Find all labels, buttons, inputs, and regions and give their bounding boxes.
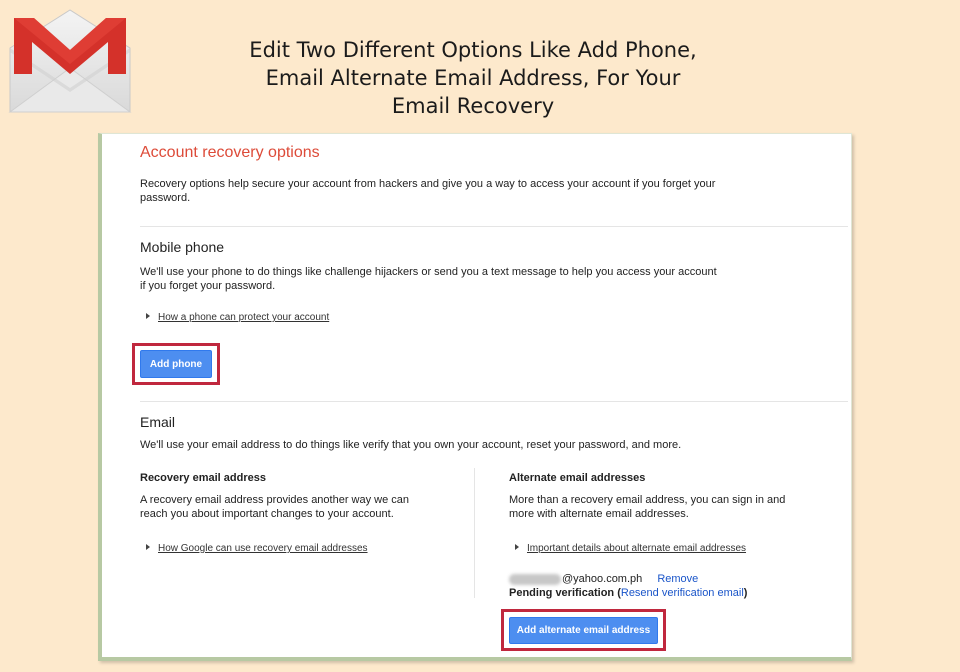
divider [140,401,848,402]
mobile-phone-description [140,265,840,293]
slide-title [160,36,786,120]
expand-arrow-icon [146,544,150,550]
email-description: We'll use your email address to do things like verify that you own your account, reset your password, and more. [140,439,682,451]
page-title: Account recovery options [140,144,320,161]
expand-arrow-icon [515,544,519,550]
blurred-email-username [509,574,561,585]
expand-arrow-icon [146,313,150,319]
slide-title-line: Edit Two Different Options Like Add Phone, [249,38,697,62]
resend-verification-link[interactable]: Resend verification email [620,587,744,599]
intro-line: Recovery options help secure your account from hackers and give you a way to access your account if you forget your [140,178,716,190]
mobile-phone-heading: Mobile phone [140,239,225,255]
divider [140,226,848,227]
slide-title-line: Email Alternate Email Address, For Your [265,66,681,90]
gmail-envelope-icon [8,8,132,116]
alternate-email-heading: Alternate email addresses [509,472,646,484]
recovery-desc-line: reach you about important changes to your account. [140,508,394,520]
alternate-email-description [509,493,839,521]
add-phone-button[interactable]: Add phone [140,350,212,378]
add-alternate-email-button[interactable]: Add alternate email address [509,617,658,644]
alternate-email-link[interactable]: Important details about alternate email addresses [527,543,747,554]
column-divider [474,468,475,598]
intro-line: password. [140,192,191,204]
phone-protect-link-row[interactable] [146,307,329,325]
email-heading: Email [140,414,176,430]
slide-title-line: Email Recovery [391,94,555,118]
pending-verification-row [509,586,747,600]
alternate-email-entry [509,572,698,586]
alternate-email-link-row[interactable] [515,538,746,556]
recovery-options-panel [98,133,852,661]
mobile-desc-line: We'll use your phone to do things like challenge hijackers or send you a text message to help you access your account [140,266,717,278]
recovery-email-link[interactable]: How Google can use recovery email addresses [158,543,368,554]
recovery-email-heading: Recovery email address [140,472,266,484]
email-domain: @yahoo.com.ph [562,573,643,585]
alternate-desc-line: More than a recovery email address, you can sign in and [509,494,786,506]
phone-protect-link[interactable]: How a phone can protect your account [158,312,330,323]
mobile-desc-line: if you forget your password. [140,280,276,292]
intro-text [140,177,840,205]
recovery-email-link-row[interactable] [146,538,368,556]
paren-close: ) [743,587,748,599]
remove-link[interactable]: Remove [657,573,699,585]
paren-open: ( [614,587,621,599]
pending-verification-label: Pending verification [509,587,615,599]
recovery-desc-line: A recovery email address provides another way we can [140,494,410,506]
alternate-desc-line: more with alternate email addresses. [509,508,689,520]
recovery-email-description [140,493,460,521]
